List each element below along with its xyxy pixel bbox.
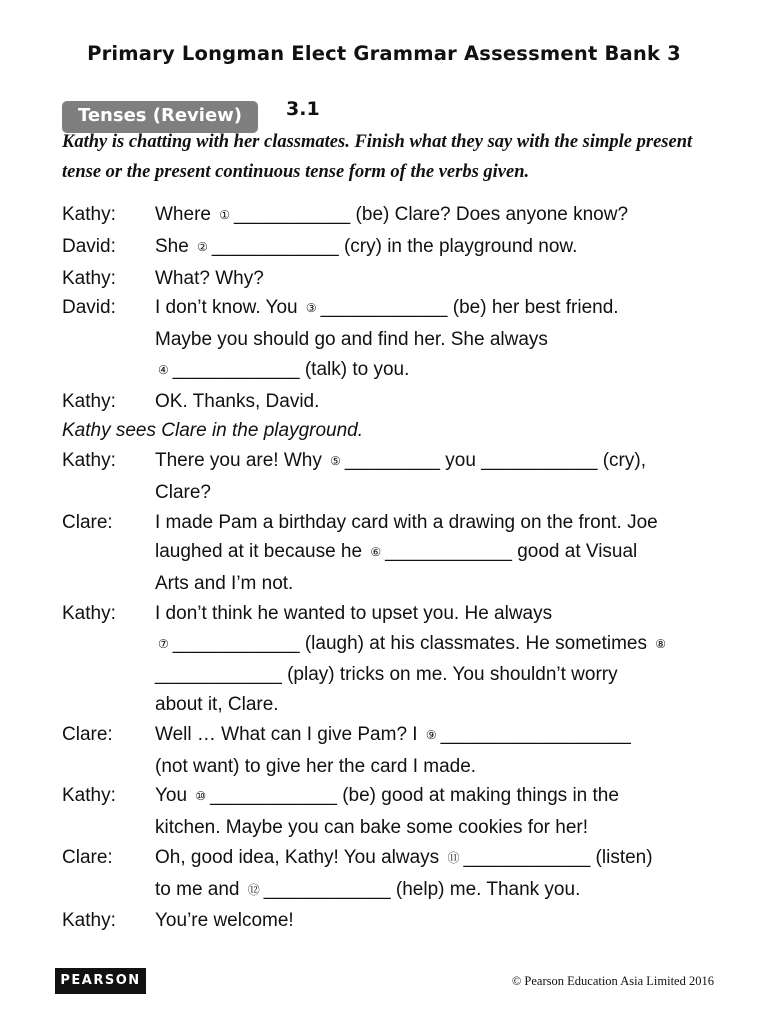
utterance-text: laughed at it because he — [155, 541, 368, 563]
utterance-text: OK. Thanks, David. — [155, 390, 320, 412]
utterance — [155, 599, 742, 629]
dialogue-line — [62, 232, 742, 264]
utterance-text: to me and — [155, 878, 245, 900]
answer-blank: ___________ — [481, 450, 598, 471]
utterance — [155, 720, 742, 752]
speaker-name — [62, 569, 155, 599]
answer-blank: _________ — [344, 450, 440, 471]
utterance-text: (help) me. Thank you. — [390, 878, 581, 900]
question-number: ⑥ — [370, 545, 382, 560]
utterance — [155, 875, 742, 907]
utterance-text: (be) Clare? Does anyone know? — [350, 204, 629, 225]
question-number: ⑤ — [330, 454, 341, 468]
answer-blank: ____________ — [210, 785, 337, 807]
utterance-text: (be) her best friend. — [447, 297, 619, 319]
utterance-text: good at Visual — [511, 541, 638, 563]
utterance-text: You — [155, 785, 193, 807]
speaker-name — [62, 813, 155, 843]
dialogue-line — [62, 387, 742, 417]
utterance — [155, 200, 742, 232]
speaker-name — [62, 660, 155, 690]
dialogue-line — [62, 690, 742, 720]
dialogue — [62, 200, 742, 936]
speaker-name — [62, 875, 155, 907]
utterance — [155, 660, 742, 690]
utterance-text: (talk) to you. — [299, 358, 410, 380]
section-number: 3.1 — [286, 98, 320, 120]
dialogue-line — [62, 843, 742, 875]
speaker-name: Kathy: — [62, 910, 116, 932]
speaker-name: Kathy: — [62, 785, 116, 807]
answer-blank: ____________ — [463, 846, 591, 868]
utterance — [155, 293, 742, 325]
utterance — [155, 781, 742, 813]
dialogue-line — [62, 446, 742, 478]
copyright-notice: © Pearson Education Asia Limited 2016 — [511, 974, 714, 988]
utterance — [155, 690, 742, 720]
utterance-text: I don’t know. You — [155, 297, 303, 319]
question-number: ③ — [305, 301, 317, 316]
question-number: ⑩ — [195, 789, 207, 804]
utterance — [155, 569, 742, 599]
speaker-name — [62, 629, 155, 661]
dialogue-line — [62, 906, 742, 936]
dialogue-line — [62, 264, 742, 294]
utterance — [155, 325, 742, 355]
answer-blank: ____________ — [320, 297, 448, 319]
speaker-name — [62, 325, 155, 355]
utterance — [155, 478, 742, 508]
utterance — [155, 355, 742, 387]
utterance-text: She — [155, 235, 195, 257]
dialogue-line — [62, 720, 742, 752]
utterance-text: kitchen. Maybe you can bake some cookies for her! — [155, 817, 589, 838]
utterance-text: you — [440, 450, 482, 471]
speaker-name: Clare: — [62, 511, 113, 533]
question-number: ⑪ — [447, 850, 460, 865]
utterance-text: Clare? — [155, 481, 211, 503]
utterance-text: about it, Clare. — [155, 694, 279, 715]
utterance-text: There you are! Why — [155, 450, 328, 471]
speaker-name — [62, 537, 155, 569]
utterance-text: What? Why? — [155, 267, 264, 289]
utterance — [155, 446, 742, 478]
utterance-text: (listen) — [590, 846, 653, 868]
utterance-text: Maybe you should go and find her. She always — [155, 329, 548, 350]
answer-blank: ____________ — [263, 878, 391, 900]
dialogue-line — [62, 813, 742, 843]
section-badge: Tenses (Review) — [62, 101, 258, 133]
utterance-text: Arts and I’m not. — [155, 573, 294, 594]
dialogue-line — [62, 508, 742, 538]
dialogue-line — [62, 355, 742, 387]
question-number: ⑨ — [425, 727, 437, 742]
speaker-name: David: — [62, 297, 116, 319]
question-number: ⑦ — [158, 636, 169, 651]
dialogue-line — [62, 200, 742, 232]
question-number: ② — [197, 239, 208, 254]
page-title: Primary Longman Elect Grammar Assessment Bank 3 — [87, 42, 681, 65]
speaker-name — [62, 752, 155, 782]
utterance — [155, 232, 742, 264]
speaker-name: David: — [62, 235, 116, 257]
question-number: ⑧ — [655, 636, 667, 651]
dialogue-line — [62, 293, 742, 325]
utterance-text: (cry) in the playground now. — [338, 235, 578, 257]
pearson-logo: PEARSON — [55, 968, 146, 994]
speaker-name — [62, 355, 155, 387]
utterance-text: You’re welcome! — [155, 910, 294, 932]
question-number: ④ — [158, 362, 169, 377]
utterance-text: I don’t think he wanted to upset you. He always — [155, 602, 553, 624]
dialogue-line — [62, 752, 742, 782]
speaker-name: Kathy: — [62, 390, 116, 412]
question-number: ⑫ — [247, 882, 260, 897]
instructions: Kathy is chatting with her classmates. Finish what they say with the simple present tense or the present continuous tense form of the verbs given. — [62, 132, 693, 182]
speaker-name: Clare: — [62, 846, 113, 868]
utterance-text: Where — [155, 204, 217, 225]
speaker-name — [62, 478, 155, 508]
speaker-name: Kathy: — [62, 267, 116, 289]
answer-blank: ____________ — [155, 664, 282, 686]
speaker-name — [62, 690, 155, 720]
question-number: ① — [219, 208, 231, 222]
utterance — [155, 629, 742, 661]
utterance — [155, 813, 742, 843]
dialogue-line — [62, 478, 742, 508]
dialogue-line — [62, 875, 742, 907]
utterance — [155, 843, 742, 875]
dialogue-line — [62, 599, 742, 629]
speaker-name: Kathy: — [62, 450, 116, 471]
utterance — [155, 537, 742, 569]
utterance-text: Oh, good idea, Kathy! You always — [155, 846, 445, 868]
speaker-name: Kathy: — [62, 204, 116, 225]
stage-direction: Kathy sees Clare in the playground. — [62, 420, 364, 442]
speaker-name: Clare: — [62, 723, 113, 745]
utterance — [155, 752, 742, 782]
answer-blank: ____________ — [172, 632, 300, 654]
dialogue-line — [62, 629, 742, 661]
dialogue-line — [62, 537, 742, 569]
utterance-text: I made Pam a birthday card with a drawing on the front. Joe — [155, 511, 658, 533]
utterance-text: (cry), — [597, 450, 646, 471]
answer-blank: ____________ — [211, 235, 339, 257]
utterance-text: (not want) to give her the card I made. — [155, 755, 477, 777]
dialogue-line — [62, 781, 742, 813]
utterance-text: (play) tricks on me. You shouldn’t worry — [281, 664, 618, 686]
answer-blank: __________________ — [440, 723, 631, 745]
answer-blank: ___________ — [234, 204, 351, 225]
dialogue-line — [62, 660, 742, 690]
utterance — [155, 387, 742, 417]
dialogue-line — [62, 325, 742, 355]
answer-blank: ____________ — [385, 541, 512, 563]
utterance-text: (laugh) at his classmates. He sometimes — [299, 632, 653, 654]
utterance — [155, 508, 742, 538]
utterance-text: (be) good at making things in the — [336, 785, 619, 807]
utterance — [155, 906, 742, 936]
utterance — [155, 264, 742, 294]
utterance-text: Well … What can I give Pam? I — [155, 723, 423, 745]
dialogue-line — [62, 569, 742, 599]
speaker-name: Kathy: — [62, 602, 116, 624]
answer-blank: ____________ — [172, 358, 300, 380]
